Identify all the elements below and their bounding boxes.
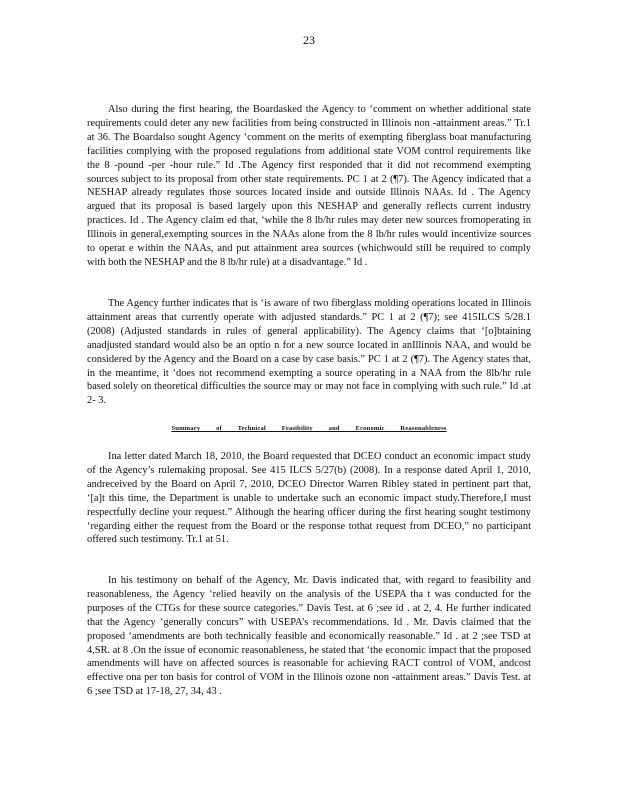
paragraph-dceo-letter [87,450,531,547]
paragraph-adjusted-standards [87,297,531,408]
section-heading: Summary of Technical Feasibility and Economic Reasonableness [171,425,447,432]
paragraph-text: The Agency further indicates that is ‘is aware of two fiberglass molding operations located in Illinois attainment areas that currently operate with adjusted standards.” PC 1 at 2 (¶7); see 415ILCS 5/28.1 (2008) (Adjusted standards in rules of general applicability). The Agency claims that ‘[o]btaining anadjusted standard would also be an optio n for a new source located in anIllinois NAA, and would be considered by the Agency and the Board on a case by case basis.” PC 1 at 2 (¶7). The Agency states that, in the meantime, it ‘does not recommend exempting a source operating in a NAA from the 8lb/hr rule based solely on theoretical difficulties the source may or may not face in complying with such rule.” Id .at 2- 3. [87,298,531,407]
page-number: 23 [303,33,315,47]
paragraph-text: In his testimony on behalf of the Agency, Mr. Davis indicated that, with regard to feasibility and reasonableness, the Agency ‘relied heavily on the analysis of the USEPA tha t was conducted for the purposes of the CTGs for these source categories.” Davis Test. at 6 ;see id . at 2, 4. He further indicated that the Agency ‘generally concurs” with USEPA’s recommendations. Id . Mr. Davis claimed that the proposed ‘amendments are both technically feasible and economically reasonable.” Id . at 2 ;see TSD at 4,SR. at 8 .On the issue of economic reasonableness, he stated that ‘the economic impact that the proposed amendments will have on affected sources is reasonable for achieving RACT control of VOM, andcost effective ona per ton basis for control of VOM in the Illinois ozone non -attainment areas.” Davis Test. at 6 ;see TSD at 17-18, 27, 34, 43 . [87,575,531,698]
paragraph-davis-testimony [87,574,531,699]
paragraph-text: Also during the first hearing, the Boardasked the Agency to ‘comment on whether additional state requirements could deter any new facilities from being constructed in Illinois non -attainment areas.” Tr.1 at 36. The Boardalso sought Agency ‘comment on the merits of exempting fiberglass boat manufacturing facilities complying with the proposed regulations from additional state VOM control requirements like the 8 -pound -per -hour rule.” Id .The Agency first responded that it did not recommend exempting sources subject to its proposal from other state requirements. PC 1 at 2 (¶7). The Agency indicated that a NESHAP already regulates those sources located inside and outside Illinois NAAs. Id . The Agency argued that its proposal is based largely upon this NESHAP and generally reflects current industry practices. Id . The Agency claim ed that, ‘while the 8 lb/hr rules may deter new sources fromoperating in Illinois in general,exempting sources in the NAAs alone from the 8 lb/hr rules would incentivize sources to operat e within the NAAs, and put attainment area sources (whichwould still be required to comply with both the NESHAP and the 8 lb/hr rule) at a disadvantage.” Id . [87,104,531,268]
paragraph-text: Ina letter dated March 18, 2010, the Board requested that DCEO conduct an economic impact study of the Agency’s rulemaking proposal. See 415 ILCS 5/27(b) (2008). In a response dated April 1, 2010, andreceived by the Board on April 7, 2010, DCEO Director Warren Ribley stated in pertinent part that, ‘[a]t this time, the Department is unable to undertake such an economic impact study.Therefore,I must respectfully decline your request.” Although the hearing officer during the first hearing sought testimony ‘regarding either the request from the Board or the response tothat request from DCEO,” no participant offered such testimony. Tr.1 at 51. [87,451,531,546]
paragraph-first-hearing [87,103,531,270]
